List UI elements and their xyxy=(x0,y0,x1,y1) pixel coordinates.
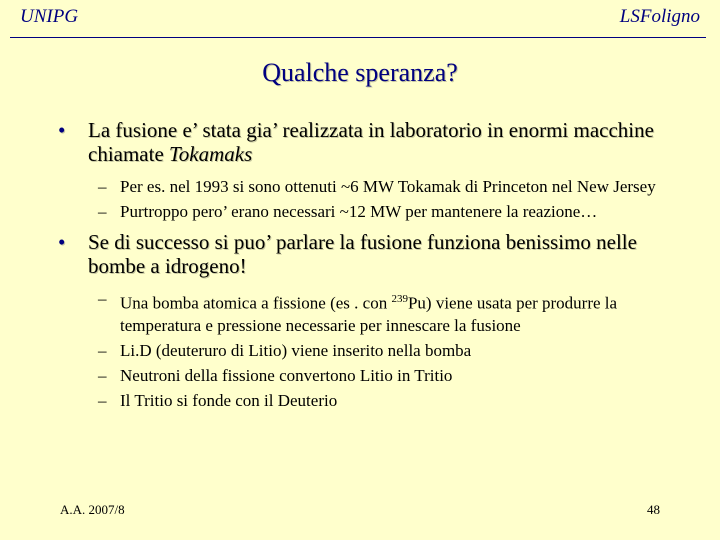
dash-marker: – xyxy=(98,202,107,221)
bullet-1-text: La fusione e’ stata gia’ realizzata in laboratorio in enormi macchine chiamate xyxy=(88,118,654,166)
sub-bullet-text: Per es. nel 1993 si sono ottenuti ~6 MW Tokamak di Princeton nel New Jersey xyxy=(120,177,656,196)
sub-bullet xyxy=(58,176,668,198)
sub-bullet-text: Il Tritio si fonde con il Deuterio xyxy=(120,390,338,410)
sub-bullet-text: Purtroppo pero’ erano necessari ~12 MW per mantenere la reazione… xyxy=(120,202,598,221)
bullet-marker: • xyxy=(58,118,66,142)
sub-bullet xyxy=(58,340,668,362)
page-number: 48 xyxy=(647,502,660,517)
bullet-1 xyxy=(58,118,668,166)
sub-bullet xyxy=(58,365,668,387)
footer-academic-year: A.A. 2007/8 xyxy=(60,502,125,517)
slide-content xyxy=(58,118,668,415)
sub-bullet-text: Li.D (deuteruro di Litio) viene inserito nella bomba xyxy=(120,340,472,360)
sub-bullet-text: Neutroni della fissione convertono Litio in Tritio xyxy=(120,365,453,385)
isotope-mass-number: 239 xyxy=(391,293,408,305)
header-rule xyxy=(10,37,706,38)
bullet-1-emphasis: Tokamaks xyxy=(169,142,253,166)
dash-marker: – xyxy=(98,390,107,410)
bullet-marker: • xyxy=(58,230,66,254)
sub-bullet xyxy=(58,390,668,412)
dash-marker: – xyxy=(98,289,107,308)
bullet-2-text: Se di successo si puo’ parlare la fusione funziona benissimo nelle bombe a idrogeno! xyxy=(88,230,637,278)
dash-marker: – xyxy=(98,340,107,360)
header-right: LSFoligno xyxy=(619,6,700,27)
sub-bullet xyxy=(58,288,668,337)
header-left: UNIPG xyxy=(20,6,79,27)
sub-bullet xyxy=(58,201,668,223)
dash-marker: – xyxy=(98,365,107,385)
bullet-2 xyxy=(58,230,668,278)
dash-marker: – xyxy=(98,177,107,196)
slide-title: Qualche speranza? xyxy=(262,58,458,87)
sub-bullet-text: Una bomba atomica a fissione (es . con xyxy=(120,293,392,313)
sub-bullet-text-cont: Pu) viene usata per produrre la temperatura e pressione necessarie per innescare la fusione xyxy=(120,293,618,335)
